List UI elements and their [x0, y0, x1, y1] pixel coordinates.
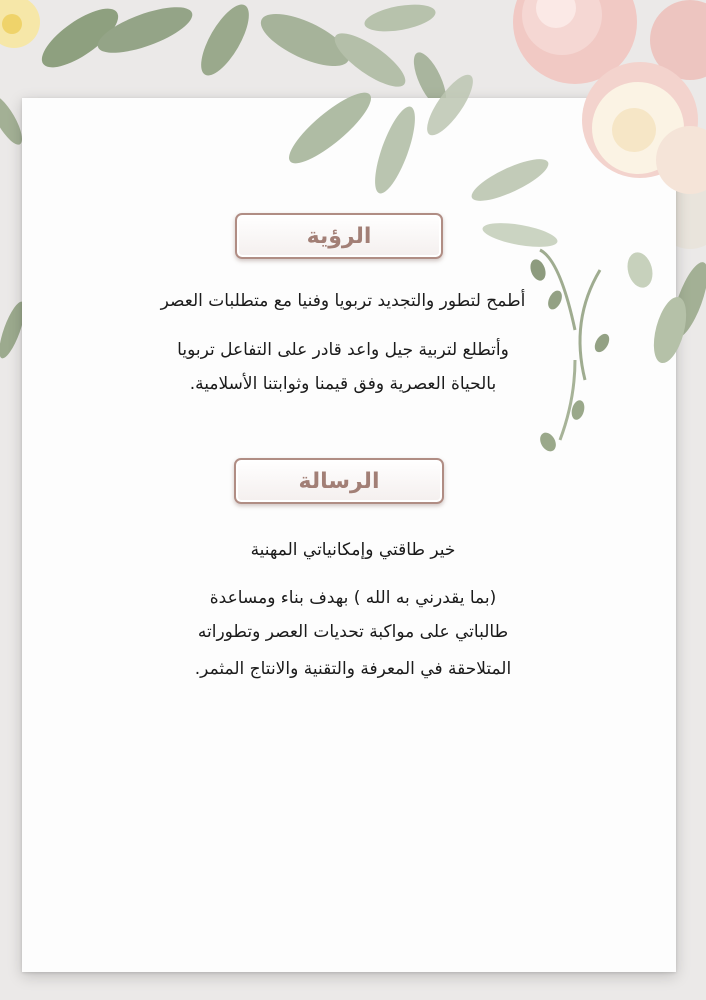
vision-line-3: بالحياة العصرية وفق قيمنا وثوابتنا الأسلامية. [189, 374, 497, 394]
mission-line-3: طالباتي على مواكبة تحديات العصر وتطوراته [197, 622, 509, 642]
vision-heading-box [235, 213, 443, 259]
vision-line-2: وأتطلع لتربية جيل واعد قادر على التفاعل تربويا [177, 340, 509, 360]
vision-line-1: أطمح لتطور والتجديد تربويا وفنيا مع متطلبات العصر [160, 291, 526, 311]
mission-heading-box [234, 458, 444, 504]
mission-line-4: المتلاحقة في المعرفة والتقنية والانتاج المثمر. [194, 659, 512, 679]
mission-line-1: خير طاقتي وإمكانياتي المهنية [250, 540, 456, 560]
mission-heading: الرسالة [298, 468, 380, 494]
vision-heading: الرؤية [306, 223, 372, 249]
mission-line-2: (بما يقدرني به الله ) بهدف بناء ومساعدة [209, 588, 497, 608]
